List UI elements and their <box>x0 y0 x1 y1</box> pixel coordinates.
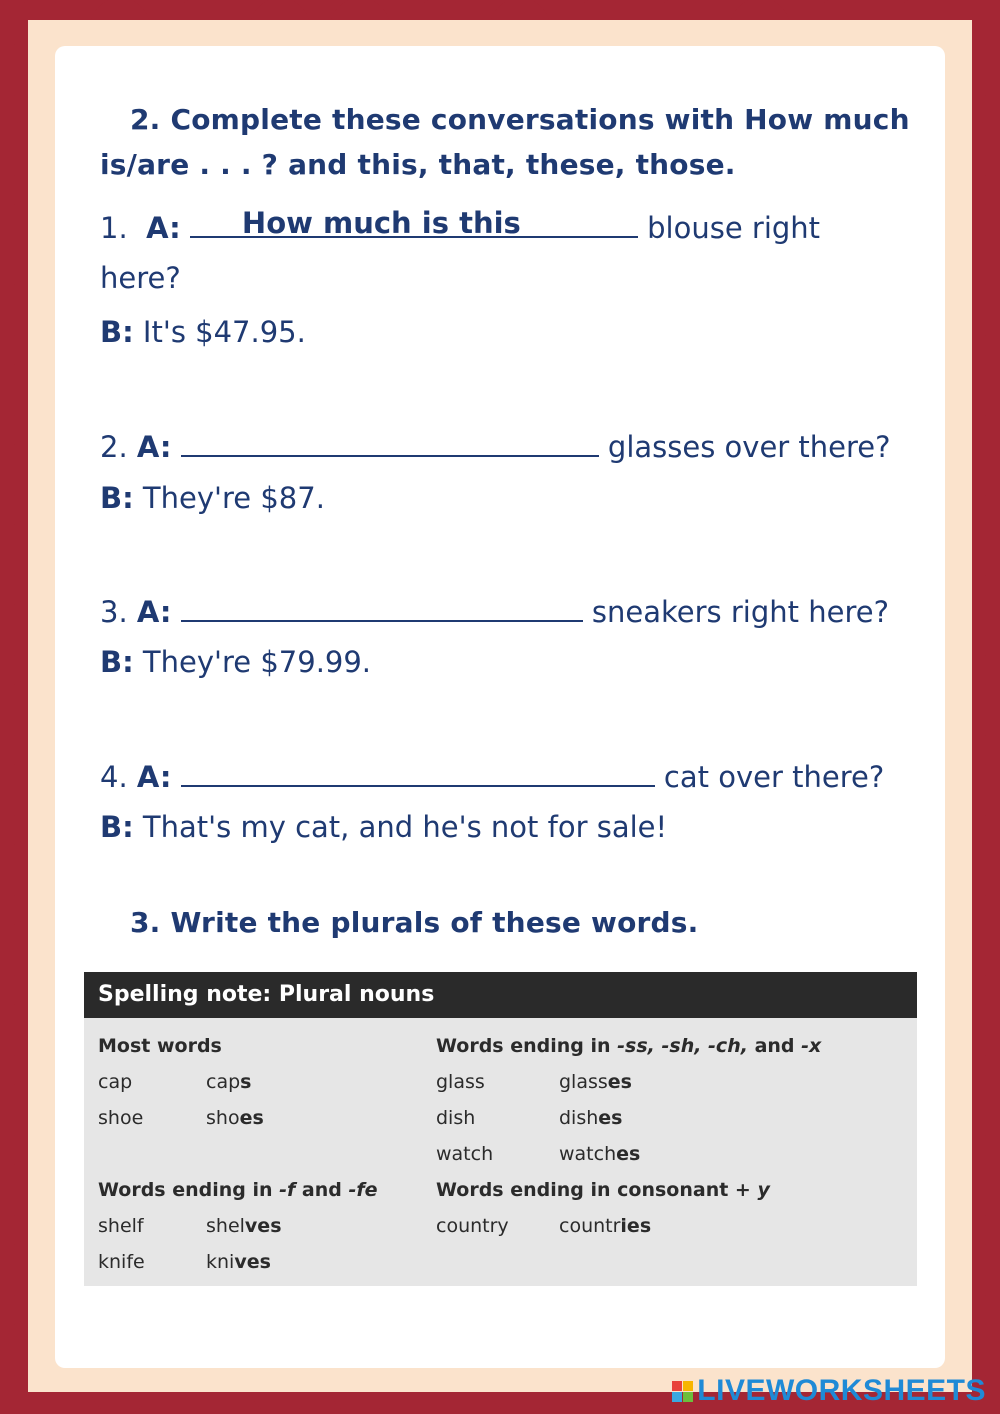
plural-glasses <box>559 1071 632 1093</box>
heading-endings: -f <box>279 1179 296 1201</box>
answer-blank-3[interactable] <box>181 590 583 622</box>
conversation-1-b <box>100 315 306 349</box>
conversation-2-a <box>100 425 891 464</box>
speaker-b-label: B: <box>100 645 134 679</box>
plural-ending: es <box>598 1107 623 1129</box>
heading-text: and <box>295 1179 349 1201</box>
prompt-rest-2: glasses over there? <box>607 430 891 464</box>
word-knife: knife <box>98 1251 145 1273</box>
plural-ending: ves <box>234 1251 271 1273</box>
speaker-a-label: A: <box>136 760 172 794</box>
plural-stem: glass <box>559 1071 608 1093</box>
heading-text: Words ending in <box>98 1179 280 1201</box>
response-1: It's $47.95. <box>142 315 306 349</box>
conversation-3-b <box>100 645 371 679</box>
plural-stem: cap <box>206 1071 241 1093</box>
liveworksheets-logo-icon <box>672 1381 693 1402</box>
speaker-b-label: B: <box>100 315 134 349</box>
conversation-4-a <box>100 755 884 794</box>
conversation-1-a-cont: here? <box>100 261 181 295</box>
plural-ending: es <box>607 1071 632 1093</box>
speaker-a-label: A: <box>136 430 172 464</box>
plural-ending: s <box>240 1071 252 1093</box>
prompt-rest-1: blouse right <box>647 211 821 245</box>
plural-caps <box>206 1071 251 1093</box>
most-words-heading: Most words <box>98 1035 222 1057</box>
plural-ending: ves <box>244 1215 282 1237</box>
plural-stem: countr <box>559 1215 621 1237</box>
answer-blank-1[interactable] <box>190 206 638 238</box>
prompt-rest-4: cat over there? <box>663 760 885 794</box>
conversation-2-b <box>100 481 325 515</box>
section2-title-line1: 2. Complete these conversations with How much <box>130 103 910 136</box>
heading-endings: y <box>757 1179 770 1201</box>
section2-title-line2: is/are . . . ? and this, that, these, those. <box>100 148 736 181</box>
word-watch: watch <box>436 1143 494 1165</box>
response-4: That's my cat, and he's not for sale! <box>142 810 668 844</box>
heading-text: Words ending in <box>436 1035 618 1057</box>
conversation-4-b <box>100 810 667 844</box>
plural-dishes <box>559 1107 622 1129</box>
plural-shelves <box>206 1215 282 1237</box>
answer-text-1: How much is this <box>241 206 521 240</box>
word-cap: cap <box>98 1071 133 1093</box>
plural-watches <box>559 1143 640 1165</box>
spelling-note-box <box>84 972 917 1286</box>
consonant-y-heading <box>436 1179 770 1201</box>
item-number: 1. <box>100 211 128 245</box>
heading-endings: -x <box>801 1035 822 1057</box>
prompt-rest-3: sneakers right here? <box>591 595 889 629</box>
heading-text: Words ending in consonant + <box>436 1179 758 1201</box>
liveworksheets-watermark <box>672 1374 986 1408</box>
plural-knives <box>206 1251 271 1273</box>
speaker-a-label: A: <box>146 211 181 245</box>
speaker-b-label: B: <box>100 810 134 844</box>
plural-stem: shel <box>206 1215 245 1237</box>
speaker-b-label: B: <box>100 481 134 515</box>
speaker-a-label: A: <box>136 595 172 629</box>
response-3: They're $79.99. <box>142 645 372 679</box>
answer-blank-4[interactable] <box>181 755 655 787</box>
heading-endings: -fe <box>348 1179 378 1201</box>
heading-endings: -ss, -sh, -ch, <box>617 1035 748 1057</box>
answer-blank-2[interactable] <box>181 425 599 457</box>
heading-text: and <box>747 1035 802 1057</box>
section3-title: 3. Write the plurals of these words. <box>130 906 699 939</box>
word-shelf: shelf <box>98 1215 144 1237</box>
word-shoe: shoe <box>98 1107 144 1129</box>
ss-sh-ch-x-heading <box>436 1035 821 1057</box>
item-number: 4. <box>100 760 128 794</box>
word-country: country <box>436 1215 509 1237</box>
plural-ending: es <box>616 1143 641 1165</box>
plural-ending: ies <box>620 1215 652 1237</box>
word-glass: glass <box>436 1071 485 1093</box>
f-fe-heading <box>98 1179 378 1201</box>
plural-stem: dish <box>559 1107 599 1129</box>
item-number: 2. <box>100 430 128 464</box>
spelling-note-header: Spelling note: Plural nouns <box>84 972 917 1018</box>
plural-countries <box>559 1215 651 1237</box>
item-number: 3. <box>100 595 128 629</box>
plural-ending: es <box>239 1107 264 1129</box>
conversation-3-a <box>100 590 889 629</box>
plural-stem: sho <box>206 1107 240 1129</box>
plural-stem: watch <box>559 1143 617 1165</box>
plural-stem: kni <box>206 1251 235 1273</box>
plural-shoes <box>206 1107 264 1129</box>
watermark-text: LIVEWORKSHEETS <box>697 1374 986 1407</box>
word-dish: dish <box>436 1107 476 1129</box>
conversation-1-a <box>100 206 820 245</box>
response-2: They're $87. <box>142 481 325 515</box>
